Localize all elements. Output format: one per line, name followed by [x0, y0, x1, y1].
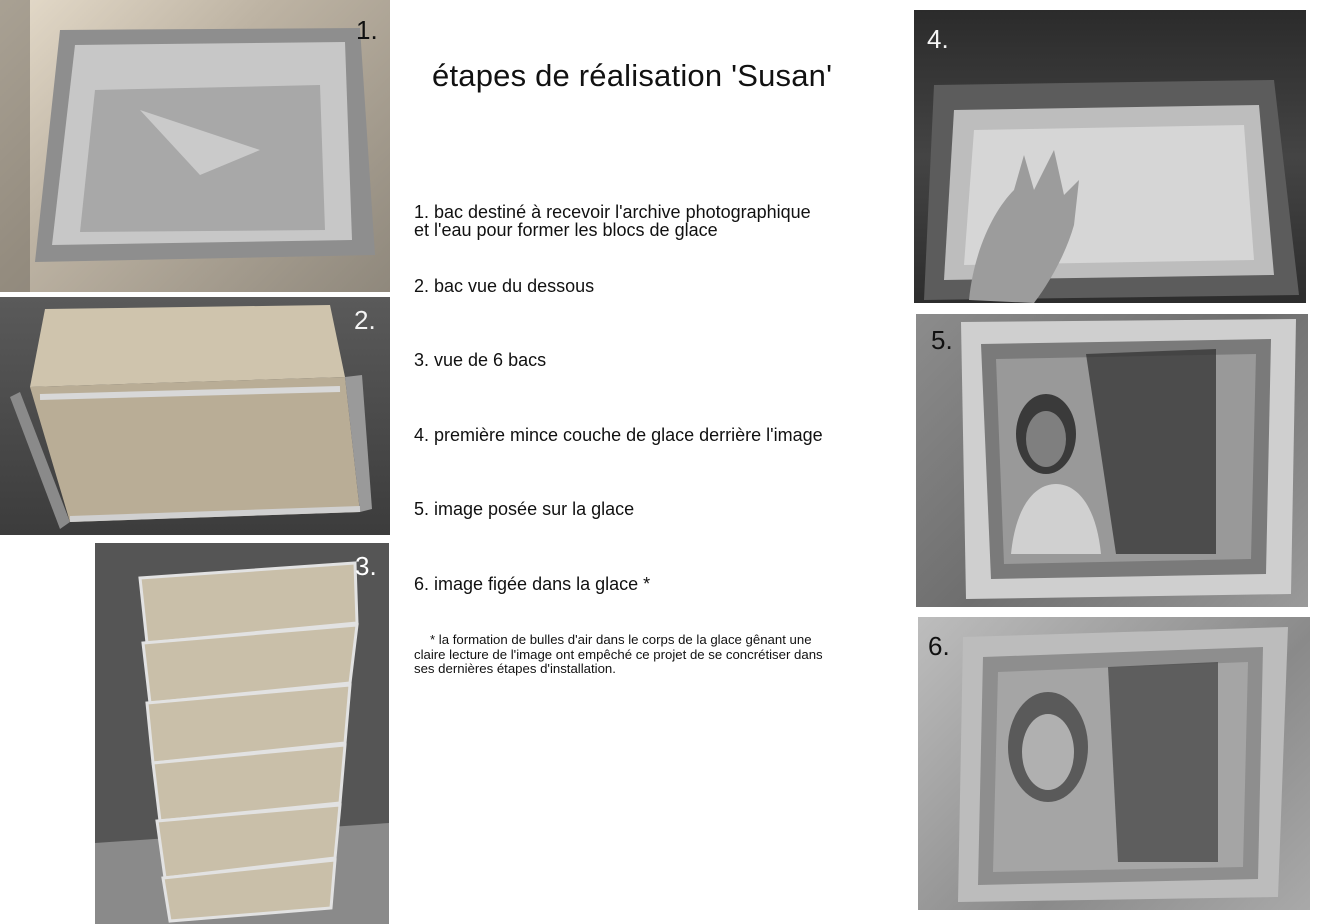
- photo-3-stacked-trays: [95, 543, 389, 924]
- photo-3-label: 3.: [355, 551, 377, 581]
- photo-5-label: 5.: [931, 325, 953, 355]
- frozen-image-illustration: [918, 617, 1310, 910]
- image-on-ice-illustration: [916, 314, 1308, 607]
- step-1-line-1: 1. bac destiné à recevoir l'archive photographique: [414, 202, 811, 222]
- step-1-line-2: et l'eau pour former les blocs de glace: [414, 220, 718, 240]
- page-title: étapes de réalisation 'Susan': [432, 58, 833, 93]
- photo-2-tray-underside: [0, 297, 390, 535]
- tray-underside-illustration: [0, 297, 390, 535]
- photo-6-image-frozen: [918, 617, 1310, 910]
- footnote-line-2: claire lecture de l'image ont empêché ce projet de se concrétiser dans: [414, 646, 823, 662]
- stacked-trays-illustration: [95, 543, 389, 924]
- step-6: 6. image figée dans la glace *: [414, 574, 651, 594]
- photo-1-label: 1.: [356, 15, 378, 45]
- photo-6-label: 6.: [928, 631, 950, 661]
- footnote-line-1: * la formation de bulles d'air dans le corps de la glace gênant une: [430, 632, 812, 647]
- step-4: 4. première mince couche de glace derrière l'image: [414, 425, 823, 445]
- photo-4-label: 4.: [927, 24, 949, 54]
- photo-2-label: 2.: [354, 305, 376, 335]
- photo-5-image-on-ice: [916, 314, 1308, 607]
- footnote-line-3: ses dernières étapes d'installation.: [414, 661, 616, 676]
- photo-4-first-ice-layer: [914, 10, 1306, 303]
- ice-layer-illustration: [914, 10, 1306, 303]
- tray-illustration: [0, 0, 390, 292]
- step-3: 3. vue de 6 bacs: [414, 350, 547, 370]
- step-5: 5. image posée sur la glace: [414, 499, 635, 519]
- footnote: [414, 633, 884, 677]
- step-2: 2. bac vue du dessous: [414, 276, 595, 296]
- photo-1-tray: [0, 0, 390, 292]
